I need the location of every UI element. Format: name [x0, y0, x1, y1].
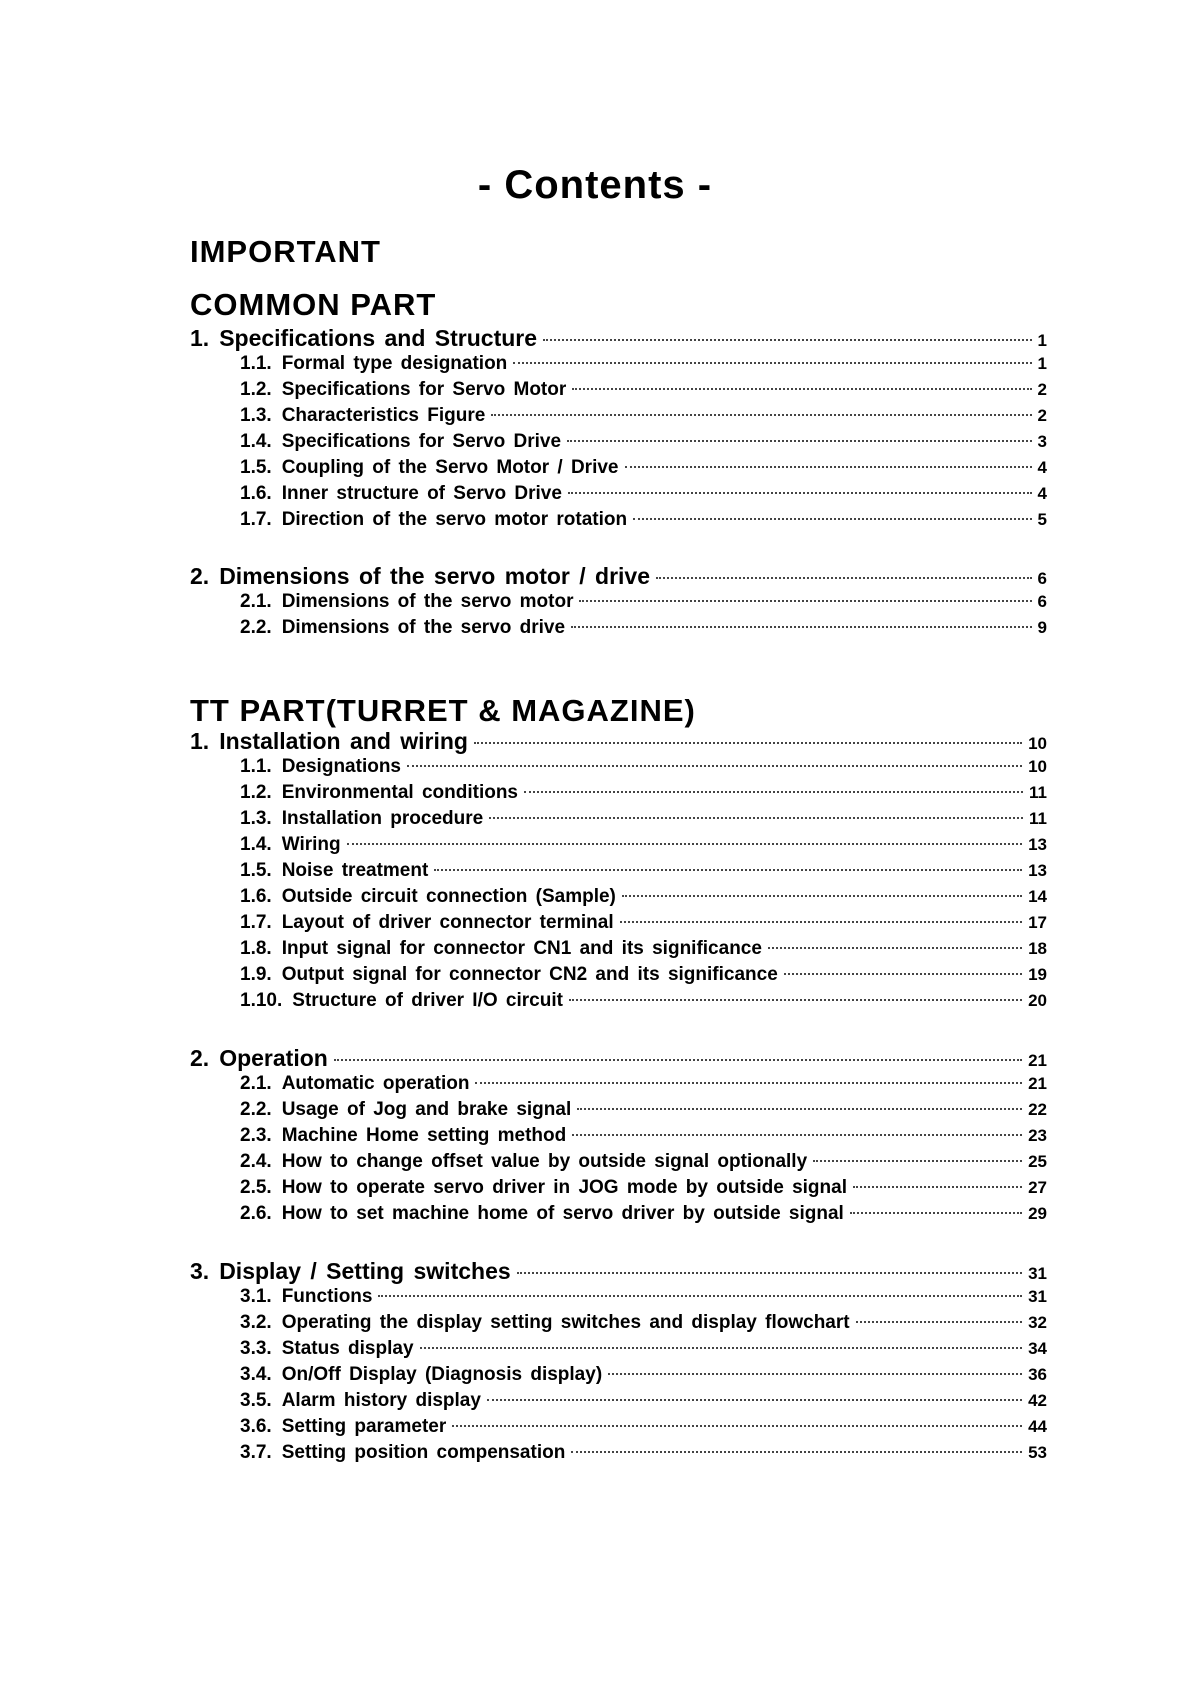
toc-entry-page-number: 10: [1028, 734, 1047, 753]
page-title: - Contents -: [477, 163, 713, 207]
toc-subsection-entry[interactable]: [240, 1073, 1047, 1095]
dotted-leader: [543, 339, 1031, 341]
part-heading-important: IMPORTANT: [190, 234, 381, 269]
toc-entry-page-number: 53: [1028, 1443, 1047, 1462]
toc-subsection-entry[interactable]: [240, 379, 1047, 401]
dotted-leader: [489, 817, 1023, 819]
toc-subsection-entry[interactable]: [240, 1338, 1047, 1360]
dotted-leader: [452, 1425, 1022, 1427]
toc-entry-page-number: 11: [1029, 783, 1047, 802]
dotted-leader: [434, 869, 1022, 871]
toc-entry-number: 1.: [190, 728, 210, 754]
dotted-leader: [572, 388, 1031, 390]
toc-entry-title: Outside circuit connection (Sample): [281, 886, 616, 907]
toc-entry-number: 1.1.: [240, 353, 272, 374]
toc-entry-title: Layout of driver connector terminal: [281, 912, 614, 933]
toc-subsection-entry[interactable]: [240, 483, 1047, 505]
dotted-leader: [608, 1373, 1022, 1375]
toc-entry-number: 1.9.: [240, 964, 272, 985]
toc-entry-number: 3.2.: [240, 1312, 272, 1333]
toc-entry-title: Structure of driver I/O circuit: [292, 990, 563, 1011]
dotted-leader: [517, 1272, 1022, 1274]
toc-entry-title: Setting position compensation: [281, 1442, 566, 1463]
dotted-leader: [571, 626, 1031, 628]
toc-entry-page-number: 9: [1037, 618, 1047, 637]
dotted-leader: [487, 1399, 1022, 1401]
toc-subsection-entry[interactable]: [240, 617, 1047, 639]
toc-entry-page-number: 6: [1037, 592, 1047, 611]
toc-entry-page-number: 2: [1037, 406, 1047, 425]
toc-subsection-entry[interactable]: [240, 1177, 1047, 1199]
toc-entry-page-number: 13: [1028, 861, 1047, 880]
dotted-leader: [571, 1451, 1022, 1453]
toc-entry-number: 1.1.: [240, 756, 272, 777]
toc-entry-page-number: 14: [1028, 887, 1047, 906]
toc-entry-number: 2.2.: [240, 1099, 272, 1120]
toc-entry-number: 3.: [190, 1258, 210, 1284]
toc-subsection-entry[interactable]: [240, 1125, 1047, 1147]
toc-entry-page-number: 13: [1028, 835, 1047, 854]
toc-entry-page-number: 6: [1037, 569, 1047, 588]
toc-entry-page-number: 27: [1028, 1178, 1047, 1197]
toc-entry-title: Specifications for Servo Motor: [281, 379, 567, 400]
toc-entry-title: Input signal for connector CN1 and its significance: [281, 938, 762, 959]
toc-entry-title: Display / Setting switches: [219, 1258, 511, 1284]
toc-subsection-entry[interactable]: [240, 990, 1047, 1012]
dotted-leader: [524, 791, 1023, 793]
toc-subsection-entry[interactable]: [240, 1099, 1047, 1121]
toc-entry-title: Machine Home setting method: [281, 1125, 567, 1146]
toc-subsection-entry[interactable]: [240, 1151, 1047, 1173]
toc-entry-title: Operating the display setting switches and display flowchart: [281, 1312, 850, 1333]
toc-subsection-entry[interactable]: [240, 886, 1047, 908]
toc-entry-number: 2.: [190, 1045, 210, 1071]
toc-entry-title: Automatic operation: [281, 1073, 470, 1094]
toc-entry-title: Dimensions of the servo drive: [281, 617, 566, 638]
toc-subsection-entry[interactable]: [240, 808, 1047, 830]
toc-entry-title: Output signal for connector CN2 and its significance: [281, 964, 778, 985]
toc-entry-page-number: 32: [1028, 1313, 1047, 1332]
toc-entry-title: On/Off Display (Diagnosis display): [281, 1364, 603, 1385]
toc-entry-title: Formal type designation: [281, 353, 508, 374]
dotted-leader: [513, 362, 1031, 364]
toc-entry-title: How to change offset value by outside signal optionally: [281, 1151, 808, 1172]
toc-entry-page-number: 31: [1028, 1287, 1047, 1306]
toc-entry-page-number: 2: [1037, 380, 1047, 399]
toc-entry-title: Specifications for Servo Drive: [281, 431, 562, 452]
toc-entry-number: 1.3.: [240, 405, 272, 426]
dotted-leader: [622, 895, 1022, 897]
toc-entry-title: Inner structure of Servo Drive: [281, 483, 562, 504]
toc-entry-page-number: 44: [1028, 1417, 1047, 1436]
dotted-leader: [491, 414, 1031, 416]
toc-entry-number: 1.6.: [240, 483, 272, 504]
toc-entry-number: 1.7.: [240, 912, 272, 933]
toc-entry-page-number: 11: [1029, 809, 1047, 828]
toc-entry-title: Operation: [219, 1045, 328, 1071]
toc-entry-number: 1.2.: [240, 782, 272, 803]
toc-entry-page-number: 4: [1037, 458, 1047, 477]
toc-entry-title: Installation procedure: [281, 808, 484, 829]
toc-subsection-entry[interactable]: [240, 509, 1047, 531]
toc-subsection-entry[interactable]: [240, 405, 1047, 427]
part-heading-common: COMMON PART: [190, 287, 437, 322]
toc-subsection-entry[interactable]: [240, 782, 1047, 804]
dotted-leader: [420, 1347, 1023, 1349]
toc-entry-page-number: 4: [1037, 484, 1047, 503]
toc-entry-page-number: 36: [1028, 1365, 1047, 1384]
toc-entry-title: How to operate servo driver in JOG mode by outside signal: [281, 1177, 847, 1198]
toc-entry-page-number: 29: [1028, 1204, 1047, 1223]
toc-entry-page-number: 20: [1028, 991, 1047, 1010]
toc-entry-title: Dimensions of the servo motor: [281, 591, 574, 612]
toc-entry-number: 2.3.: [240, 1125, 272, 1146]
toc-subsection-entry[interactable]: [240, 1203, 1047, 1225]
toc-subsection-entry[interactable]: [240, 1390, 1047, 1412]
toc-subsection-entry[interactable]: [240, 1442, 1047, 1464]
toc-subsection-entry[interactable]: [240, 834, 1047, 856]
toc-subsection-entry[interactable]: [240, 431, 1047, 453]
toc-entry-page-number: 1: [1037, 354, 1047, 373]
toc-entry-title: How to set machine home of servo driver by outside signal: [281, 1203, 844, 1224]
toc-entry-page-number: 34: [1028, 1339, 1047, 1358]
dotted-leader: [768, 947, 1022, 949]
part-heading-tt: TT PART(TURRET & MAGAZINE): [190, 693, 696, 728]
dotted-leader: [347, 843, 1022, 845]
toc-entry-title: Designations: [281, 756, 402, 777]
toc-entry-title: Environmental conditions: [281, 782, 519, 803]
toc-entry-number: 1.4.: [240, 431, 272, 452]
toc-entry-number: 1.4.: [240, 834, 272, 855]
toc-entry-number: 3.3.: [240, 1338, 272, 1359]
dotted-leader: [656, 577, 1032, 579]
toc-entry-number: 1.5.: [240, 457, 272, 478]
toc-subsection-entry[interactable]: [240, 964, 1047, 986]
toc-subsection-entry[interactable]: [240, 1416, 1047, 1438]
toc-entry-title: Setting parameter: [281, 1416, 447, 1437]
toc-entry-number: 1.8.: [240, 938, 272, 959]
toc-entry-number: 2.2.: [240, 617, 272, 638]
toc-entry-page-number: 21: [1028, 1074, 1047, 1093]
toc-subsection-entry[interactable]: [240, 938, 1047, 960]
toc-entry-number: 3.4.: [240, 1364, 272, 1385]
toc-section-entry[interactable]: [190, 325, 1047, 352]
toc-section-entry[interactable]: [190, 563, 1047, 590]
dotted-leader: [568, 492, 1032, 494]
dotted-leader: [572, 1134, 1022, 1136]
toc-subsection-entry[interactable]: [240, 591, 1047, 613]
toc-subsection-entry[interactable]: [240, 457, 1047, 479]
toc-entry-number: 2.1.: [240, 591, 272, 612]
toc-entry-page-number: 21: [1028, 1051, 1047, 1070]
dotted-leader: [407, 765, 1022, 767]
toc-entry-number: 3.7.: [240, 1442, 272, 1463]
toc-entry-number: 1.7.: [240, 509, 272, 530]
dotted-leader: [853, 1186, 1022, 1188]
dotted-leader: [567, 440, 1032, 442]
toc-entry-number: 1.6.: [240, 886, 272, 907]
dotted-leader: [633, 518, 1031, 520]
toc-entry-title: Alarm history display: [281, 1390, 481, 1411]
dotted-leader: [620, 921, 1022, 923]
toc-subsection-entry[interactable]: [240, 1286, 1047, 1308]
toc-entry-page-number: 22: [1028, 1100, 1047, 1119]
toc-entry-page-number: 31: [1028, 1264, 1047, 1283]
toc-entry-number: 1.10.: [240, 990, 283, 1011]
dotted-leader: [579, 600, 1031, 602]
toc-entry-page-number: 23: [1028, 1126, 1047, 1145]
toc-entry-number: 1.5.: [240, 860, 272, 881]
toc-entry-page-number: 1: [1037, 331, 1047, 350]
dotted-leader: [569, 999, 1022, 1001]
toc-entry-number: 2.1.: [240, 1073, 272, 1094]
toc-section-entry[interactable]: [190, 728, 1047, 755]
toc-entry-page-number: 5: [1037, 510, 1047, 529]
dotted-leader: [813, 1160, 1022, 1162]
dotted-leader: [334, 1059, 1022, 1061]
dotted-leader: [856, 1321, 1022, 1323]
toc-section-entry[interactable]: [190, 1258, 1047, 1285]
toc-subsection-entry[interactable]: [240, 1312, 1047, 1334]
dotted-leader: [784, 973, 1022, 975]
toc-entry-page-number: 17: [1028, 913, 1047, 932]
toc-entry-number: 2.6.: [240, 1203, 272, 1224]
dotted-leader: [625, 466, 1032, 468]
toc-subsection-entry[interactable]: [240, 1364, 1047, 1386]
dotted-leader: [577, 1108, 1022, 1110]
toc-subsection-entry[interactable]: [240, 353, 1047, 375]
toc-entry-number: 2.5.: [240, 1177, 272, 1198]
toc-entry-number: 3.5.: [240, 1390, 272, 1411]
toc-entry-title: Functions: [281, 1286, 373, 1307]
toc-subsection-entry[interactable]: [240, 912, 1047, 934]
toc-entry-number: 3.1.: [240, 1286, 272, 1307]
toc-entry-page-number: 25: [1028, 1152, 1047, 1171]
toc-entry-page-number: 42: [1028, 1391, 1047, 1410]
dotted-leader: [475, 1082, 1022, 1084]
toc-entry-title: Noise treatment: [281, 860, 429, 881]
toc-entry-title: Status display: [281, 1338, 414, 1359]
toc-entry-title: Installation and wiring: [219, 728, 468, 754]
toc-section-entry[interactable]: [190, 1045, 1047, 1072]
toc-entry-title: Specifications and Structure: [219, 325, 538, 351]
toc-entry-number: 1.2.: [240, 379, 272, 400]
toc-entry-number: 3.6.: [240, 1416, 272, 1437]
toc-entry-page-number: 10: [1028, 757, 1047, 776]
toc-entry-number: 2.: [190, 563, 210, 589]
toc-entry-title: Characteristics Figure: [281, 405, 486, 426]
dotted-leader: [474, 742, 1022, 744]
dotted-leader: [850, 1212, 1022, 1214]
toc-entry-title: Usage of Jog and brake signal: [281, 1099, 572, 1120]
toc-entry-number: 2.4.: [240, 1151, 272, 1172]
toc-entry-title: Wiring: [281, 834, 341, 855]
toc-entry-page-number: 18: [1028, 939, 1047, 958]
toc-entry-title: Direction of the servo motor rotation: [281, 509, 628, 530]
toc-subsection-entry[interactable]: [240, 756, 1047, 778]
toc-entry-number: 1.: [190, 325, 210, 351]
dotted-leader: [378, 1295, 1022, 1297]
toc-entry-title: Dimensions of the servo motor / drive: [219, 563, 650, 589]
toc-entry-title: Coupling of the Servo Motor / Drive: [281, 457, 619, 478]
toc-entry-page-number: 3: [1037, 432, 1047, 451]
toc-entry-number: 1.3.: [240, 808, 272, 829]
toc-entry-page-number: 19: [1028, 965, 1047, 984]
toc-subsection-entry[interactable]: [240, 860, 1047, 882]
